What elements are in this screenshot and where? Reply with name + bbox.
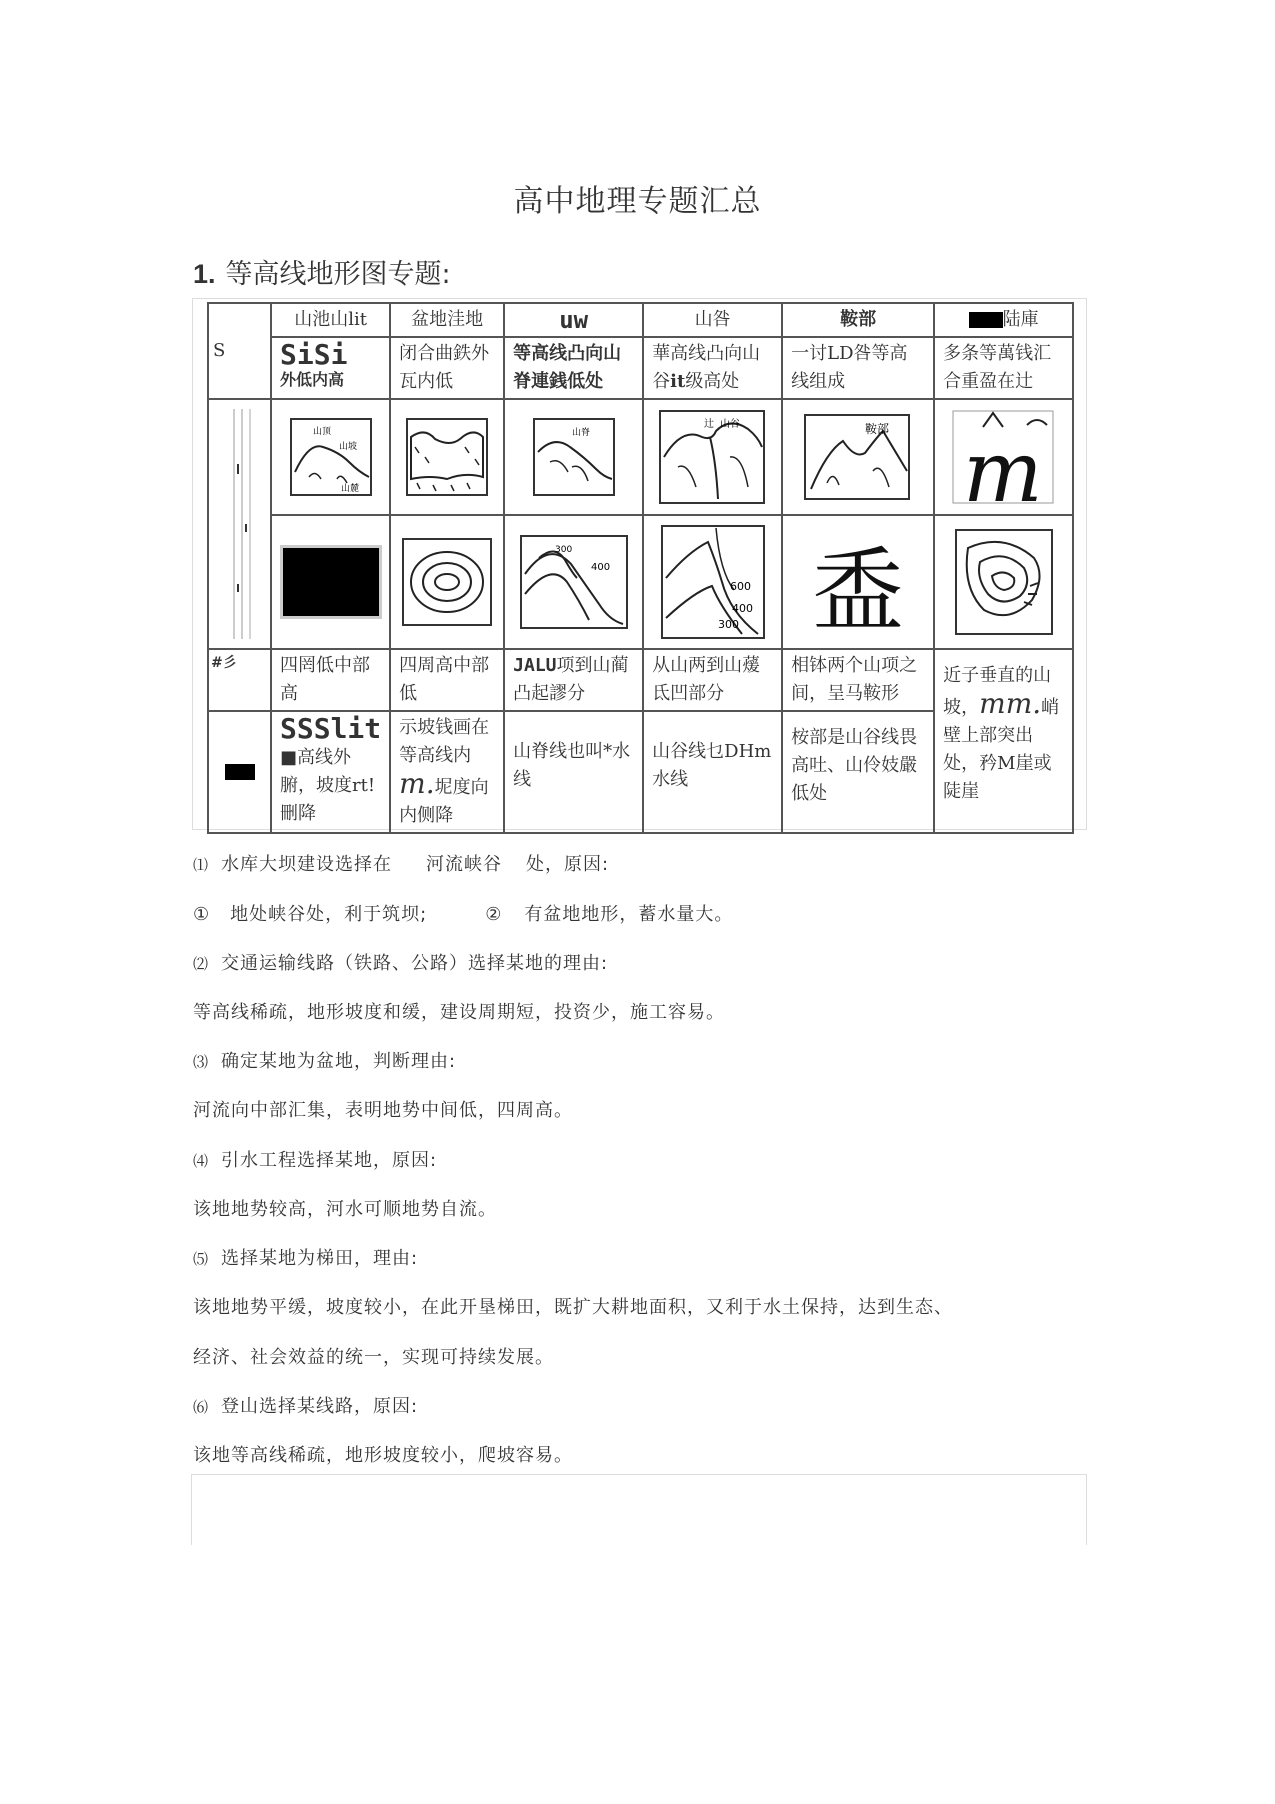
question-6-number: ⑹ bbox=[193, 1398, 210, 1416]
contour-ridge-label-a: 300 bbox=[554, 544, 572, 555]
contour-saddle-glyph: 盉 bbox=[812, 536, 905, 637]
question-1-tail: 河流峡谷 bbox=[426, 854, 503, 875]
question-2 bbox=[193, 949, 608, 975]
sketch-basin bbox=[390, 399, 504, 515]
contour-cliff bbox=[934, 515, 1073, 649]
definition-saddle: 一讨LD咎等高线组成 bbox=[782, 337, 934, 399]
side-strip-figure bbox=[220, 404, 260, 644]
redaction-block bbox=[280, 545, 382, 619]
table-header-row bbox=[208, 303, 1073, 337]
section-heading bbox=[193, 252, 451, 291]
question-4-number: ⑷ bbox=[193, 1152, 210, 1170]
slope-row-label bbox=[208, 711, 271, 833]
header-cell-ridge: uw bbox=[504, 303, 643, 337]
definition-ridge: 等高线凸向山脊連銭低处 bbox=[504, 337, 643, 399]
sketch-peak-top-label: 山顶 bbox=[312, 426, 331, 437]
feature-ridge-a: JALU bbox=[513, 655, 557, 676]
contour-peak bbox=[271, 515, 390, 649]
answer-5-line-2: 经济、社会效益的统一，实现可持续发展。 bbox=[193, 1347, 554, 1368]
feature-peak-text: 四罔低中部高 bbox=[280, 655, 370, 704]
sketch-saddle-figure bbox=[803, 411, 913, 503]
header-cell-saddle: 鞍部 bbox=[782, 303, 934, 337]
question-5-text: 选择某地为梯田，理由: bbox=[221, 1248, 419, 1269]
slope-saddle: 桉部是山谷线畏高吐、山伶妓嚴低处 bbox=[782, 711, 934, 833]
contour-basin-figure bbox=[401, 537, 493, 627]
contour-basin bbox=[390, 515, 504, 649]
redaction-block bbox=[225, 764, 255, 780]
question-4-text: 引水工程选择某地，原因: bbox=[221, 1150, 438, 1171]
redaction-block bbox=[969, 312, 1003, 328]
slope-basin-a: 示坡钱画在等高线内 bbox=[399, 717, 490, 766]
slope-basin bbox=[390, 711, 504, 833]
sketch-valley-label: 山谷 bbox=[719, 418, 740, 430]
contour-row bbox=[208, 515, 1073, 649]
contour-saddle-figure bbox=[803, 527, 913, 637]
definition-peak bbox=[271, 337, 390, 399]
question-5 bbox=[193, 1244, 418, 1270]
feature-ridge-b: 项到山蔺凸起謬分 bbox=[513, 655, 629, 704]
definition-valley-c: 级高处 bbox=[685, 371, 740, 392]
side-strip-cell bbox=[208, 399, 271, 649]
question-6 bbox=[193, 1392, 418, 1418]
contour-valley bbox=[643, 515, 782, 649]
question-3-number: ⑶ bbox=[193, 1053, 210, 1071]
slope-basin-c: 坭度向内侧降 bbox=[399, 777, 489, 826]
question-3 bbox=[193, 1047, 456, 1073]
definition-valley-b: it bbox=[670, 371, 686, 392]
answer-1-text-a: 地处峡谷处，利于筑坝; bbox=[230, 904, 428, 925]
contour-valley-label-c: 300 bbox=[717, 617, 739, 631]
header-cell-cliff bbox=[934, 303, 1073, 337]
sketch-valley bbox=[643, 399, 782, 515]
feature-cliff-a: 近子垂直的山坡， bbox=[943, 665, 1052, 718]
sketch-ridge bbox=[504, 399, 643, 515]
header-cell-valley: 山咎 bbox=[643, 303, 782, 337]
slope-valley: 山谷线乜DHm水线 bbox=[643, 711, 782, 833]
question-2-number: ⑵ bbox=[193, 955, 210, 973]
sketch-peak bbox=[271, 399, 390, 515]
sketch-peak-figure bbox=[289, 417, 373, 497]
contour-ridge bbox=[504, 515, 643, 649]
answer-1-text-b: 有盆地地形，蓄水量大。 bbox=[524, 904, 734, 925]
feature-valley: 从山两到山蕿氐凹部分 bbox=[643, 649, 782, 711]
slope-basin-b: m. bbox=[399, 767, 435, 800]
feature-ridge bbox=[504, 649, 643, 711]
definition-row bbox=[208, 337, 1073, 399]
definition-valley bbox=[643, 337, 782, 399]
answer-3: 河流向中部汇集，表明地势中间低，四周高。 bbox=[193, 1100, 573, 1121]
question-4 bbox=[193, 1146, 437, 1172]
header-cell-basin: 盆地洼地 bbox=[390, 303, 504, 337]
contour-cliff-figure bbox=[954, 528, 1054, 636]
question-5-number: ⑸ bbox=[193, 1250, 210, 1268]
sketch-row bbox=[208, 399, 1073, 515]
question-6-text: 登山选择某线路，原因: bbox=[221, 1396, 419, 1417]
contour-valley-figure bbox=[658, 522, 768, 642]
feature-peak bbox=[271, 649, 390, 711]
definition-valley-a: 華高线凸向山谷 bbox=[652, 343, 761, 392]
answer-1-num-a: ① bbox=[193, 904, 211, 925]
section-title: 等高线地形图专题: bbox=[225, 259, 451, 290]
page-title: 高中地理专题汇总 bbox=[513, 184, 762, 219]
feature-cliff-c: 峭壁上部突出处，矜M崖或陡崖 bbox=[943, 697, 1060, 802]
sketch-ridge-figure bbox=[532, 417, 616, 497]
question-1-text: 水库大坝建设选择在 bbox=[221, 854, 393, 875]
section-number: 1. bbox=[193, 259, 216, 289]
sketch-cliff bbox=[934, 399, 1073, 515]
feature-cliff bbox=[934, 649, 1073, 833]
answer-2: 等高线稀疏，地形坡度和缓，建设周期短，投资少，施工容易。 bbox=[193, 1002, 725, 1023]
contour-saddle bbox=[782, 515, 934, 649]
question-1-tail2: 处，原因: bbox=[526, 854, 610, 875]
slope-peak bbox=[271, 711, 390, 833]
contour-ridge-figure bbox=[519, 534, 629, 630]
contour-ridge-label-b: 400 bbox=[590, 561, 610, 573]
sketch-peak-foot-label: 山麓 bbox=[340, 483, 359, 494]
answer-4: 该地地势较高，河水可顺地势自流。 bbox=[193, 1199, 497, 1220]
sketch-basin-figure bbox=[405, 417, 489, 497]
header-cell-0: S bbox=[208, 303, 271, 399]
landform-table bbox=[207, 302, 1074, 834]
sketch-cliff-glyph: m bbox=[962, 422, 1043, 507]
header-cell-peak: 山池山lit bbox=[271, 303, 390, 337]
slope-peak-big: SSSlit bbox=[280, 712, 382, 745]
definition-peak-text: 外低内高 bbox=[280, 370, 345, 389]
sketch-valley-mark: 辻 bbox=[703, 418, 714, 430]
question-3-text: 确定某地为盆地，判断理由: bbox=[221, 1051, 457, 1072]
answer-1-num-b: ② bbox=[485, 904, 503, 925]
answer-5-line-1: 该地地势平缓，坡度较小，在此开垦梯田，既扩大耕地面积，又利于水土保持，达到生态、 bbox=[193, 1297, 953, 1318]
contour-valley-label-a: 600 bbox=[729, 579, 751, 593]
feature-row-label: #彡 bbox=[208, 649, 271, 711]
feature-basin: 四周高中部低 bbox=[390, 649, 504, 711]
sketch-saddle bbox=[782, 399, 934, 515]
sketch-peak-side-label: 山坡 bbox=[338, 441, 357, 452]
question-1 bbox=[193, 850, 609, 876]
answer-6: 该地等高线稀疏，地形坡度较小，爬坡容易。 bbox=[193, 1445, 573, 1466]
sketch-valley-figure bbox=[658, 407, 768, 507]
definition-basin: 闭合曲鉄外瓦内低 bbox=[390, 337, 504, 399]
feature-cliff-b: mm. bbox=[979, 687, 1042, 720]
empty-box bbox=[191, 1474, 1087, 1545]
question-1-number: ⑴ bbox=[193, 856, 210, 874]
answer-1 bbox=[193, 900, 733, 926]
sketch-cliff-figure bbox=[949, 407, 1059, 507]
question-2-text: 交通运输线路（铁路、公路）选择某地的理由: bbox=[221, 953, 609, 974]
slope-peak-text: ■高线外腑，坡度rt!刪降 bbox=[280, 747, 376, 824]
sketch-ridge-label: 山脊 bbox=[571, 427, 590, 438]
header-cell-cliff-label: 陆庫 bbox=[1002, 309, 1039, 330]
sketch-saddle-label: 鞍部 bbox=[865, 421, 890, 436]
definition-peak-big: SiSi bbox=[280, 338, 348, 371]
feature-row bbox=[208, 649, 1073, 711]
contour-valley-label-b: 400 bbox=[731, 601, 753, 615]
feature-saddle: 相钵两个山项之间，呈马鞍形 bbox=[782, 649, 934, 711]
definition-cliff: 多条等萬钱汇合重盈在辻 bbox=[934, 337, 1073, 399]
slope-ridge: 山脊线也叫*水线 bbox=[504, 711, 643, 833]
